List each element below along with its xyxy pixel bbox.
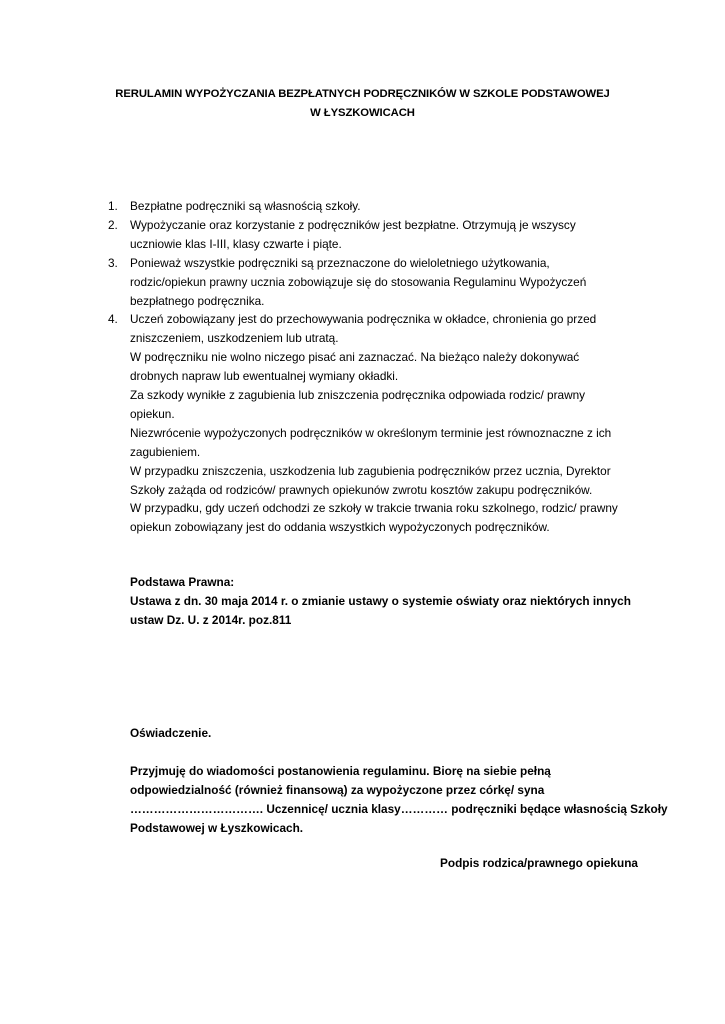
document-title-line-2: W ŁYSZKOWICACH xyxy=(310,107,415,119)
list-item-text: bezpłatnego podręcznika. xyxy=(130,293,265,308)
list-item-text: Szkoły zażąda od rodziców/ prawnych opiekunów zwrotu kosztów zakupu podręczników. xyxy=(130,482,593,497)
list-item-number: 4. xyxy=(108,312,118,327)
declaration-heading: Oświadczenie. xyxy=(130,726,212,740)
list-item-text: Wypożyczanie oraz korzystanie z podręczników jest bezpłatne. Otrzymują je wszyscy xyxy=(130,217,576,232)
list-item-text: uczniowie klas I-III, klasy czwarte i piąte. xyxy=(130,236,342,251)
declaration-text: ……………………………. Uczennicę/ ucznia klasy………… podręczniki będące własnością Szkoły xyxy=(130,802,668,816)
list-item-text: Za szkody wynikłe z zagubienia lub zniszczenia podręcznika odpowiada rodzic/ prawny xyxy=(130,388,586,402)
list-item-text: drobnych napraw lub ewentualnej wymiany okładki. xyxy=(130,369,399,384)
list-item-text: Ponieważ wszystkie podręczniki są przeznaczone do wieloletniego użytkowania, xyxy=(130,255,550,270)
list-item-number: 3. xyxy=(108,255,118,270)
list-item-text: Uczeń zobowiązany jest do przechowywania podręcznika w okładce, chronienia go przed xyxy=(130,312,597,327)
list-item-text: rodzic/opiekun prawny ucznia zobowiązuje się do stosowania Regulaminu Wypożyczeń xyxy=(130,274,587,289)
declaration-text: odpowiedzialność (również finansową) za wypożyczone przez córkę/ syna xyxy=(130,783,545,797)
list-item-text: W przypadku zniszczenia, uszkodzenia lub zagubienia podręczników przez ucznia, Dyrektor xyxy=(130,463,611,478)
list-item-text: zniszczeniem, uszkodzeniem lub utratą. xyxy=(130,331,339,346)
list-item-text: opiekun. xyxy=(130,406,175,421)
signature-label: Podpis rodzica/prawnego opiekuna xyxy=(440,856,638,870)
list-item-text: zagubieniem. xyxy=(130,444,201,459)
list-item-text: W przypadku, gdy uczeń odchodzi ze szkoły w trakcie trwania roku szkolnego, rodzic/ prawny xyxy=(130,501,618,516)
list-item-number: 1. xyxy=(108,199,118,213)
document-title-line-1: RERULAMIN WYPOŻYCZANIA BEZPŁATNYCH PODRĘCZNIKÓW W SZKOLE PODSTAWOWEJ xyxy=(115,88,610,100)
legal-basis-text: ustaw Dz. U. z 2014r. poz.811 xyxy=(130,613,292,627)
legal-basis-text: Ustawa z dn. 30 maja 2014 r. o zmianie ustawy o systemie oświaty oraz niektórych innych xyxy=(130,594,631,608)
list-item-text: Bezpłatne podręczniki są własnością szkoły. xyxy=(130,199,361,213)
list-item-text: Niezwrócenie wypożyczonych podręczników w określonym terminie jest równoznaczne z ich xyxy=(130,425,612,440)
list-item-text: opiekun zobowiązany jest do oddania wszystkich wypożyczonych podręczników. xyxy=(130,520,550,535)
list-item-number: 2. xyxy=(108,217,118,232)
list-item-text: W podręczniku nie wolno niczego pisać ani zaznaczać. Na bieżąco należy dokonywać xyxy=(130,350,580,365)
declaration-text: Przyjmuję do wiadomości postanowienia regulaminu. Biorę na siebie pełną xyxy=(130,764,551,778)
legal-basis-heading: Podstawa Prawna: xyxy=(130,575,235,589)
declaration-text: Podstawowej w Łyszkowicach. xyxy=(130,821,304,835)
